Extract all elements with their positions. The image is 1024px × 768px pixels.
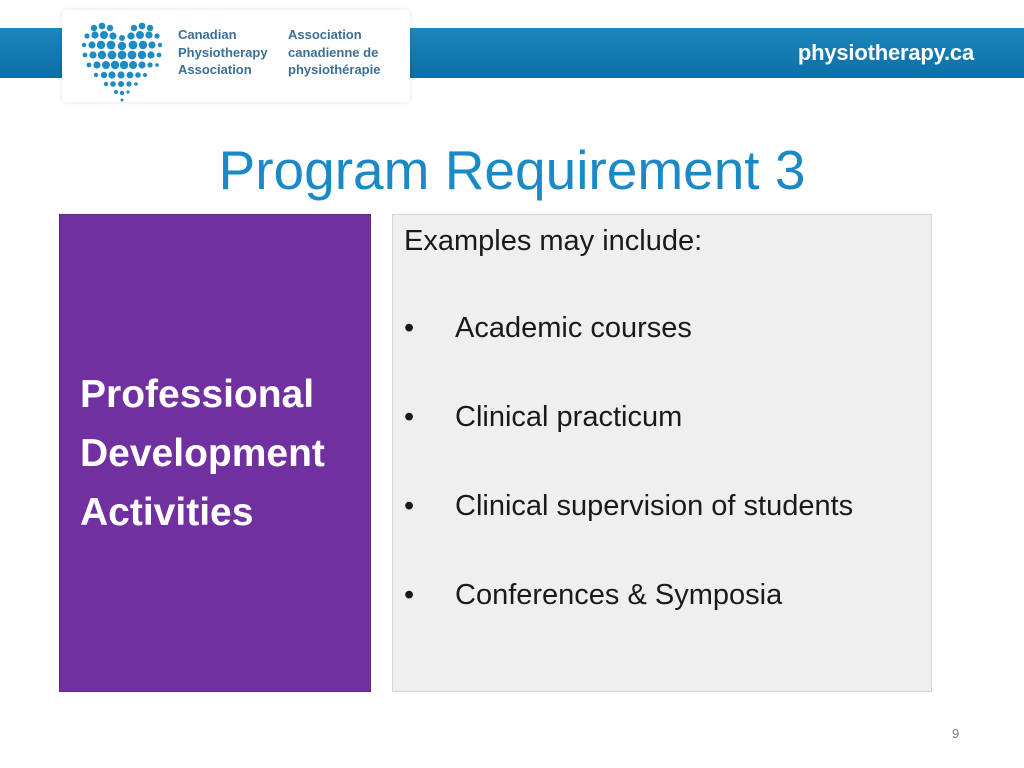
org-name-fr-line: Association: [288, 27, 362, 42]
topic-heading-line: Development: [80, 432, 325, 475]
cpa-logo: [62, 10, 410, 102]
list-item-text: Clinical supervision of students: [455, 490, 854, 522]
org-name-fr-line: canadienne de: [288, 44, 379, 60]
heart-dots-icon: [80, 18, 166, 104]
topic-heading-line: Professional: [80, 373, 315, 416]
bullet-icon: •: [404, 490, 415, 522]
list-item-text: Clinical practicum: [455, 401, 683, 433]
bullet-icon: •: [404, 579, 415, 611]
bullet-icon: •: [404, 401, 415, 433]
topic-heading: [80, 365, 325, 542]
org-name-en-line: Physiotherapy: [178, 44, 268, 60]
examples-intro: Examples may include:: [404, 225, 703, 257]
topic-heading-line: Activities: [80, 491, 254, 534]
list-item-text: Conferences & Symposia: [455, 579, 783, 611]
org-name-french: [288, 26, 380, 79]
examples-panel: [392, 214, 932, 692]
org-name-english: [178, 26, 268, 79]
org-name-fr-line: physiothérapie: [288, 62, 381, 77]
website-link[interactable]: physiotherapy.ca: [797, 40, 974, 65]
org-name-en-line: Canadian: [178, 27, 237, 42]
list-item-text: Academic courses: [455, 312, 692, 344]
org-name-en-line: Association: [178, 62, 252, 77]
page-number: 9: [952, 726, 960, 741]
topic-panel: [59, 214, 371, 692]
slide-title: Program Requirement 3: [218, 139, 806, 201]
bullet-icon: •: [404, 312, 415, 344]
